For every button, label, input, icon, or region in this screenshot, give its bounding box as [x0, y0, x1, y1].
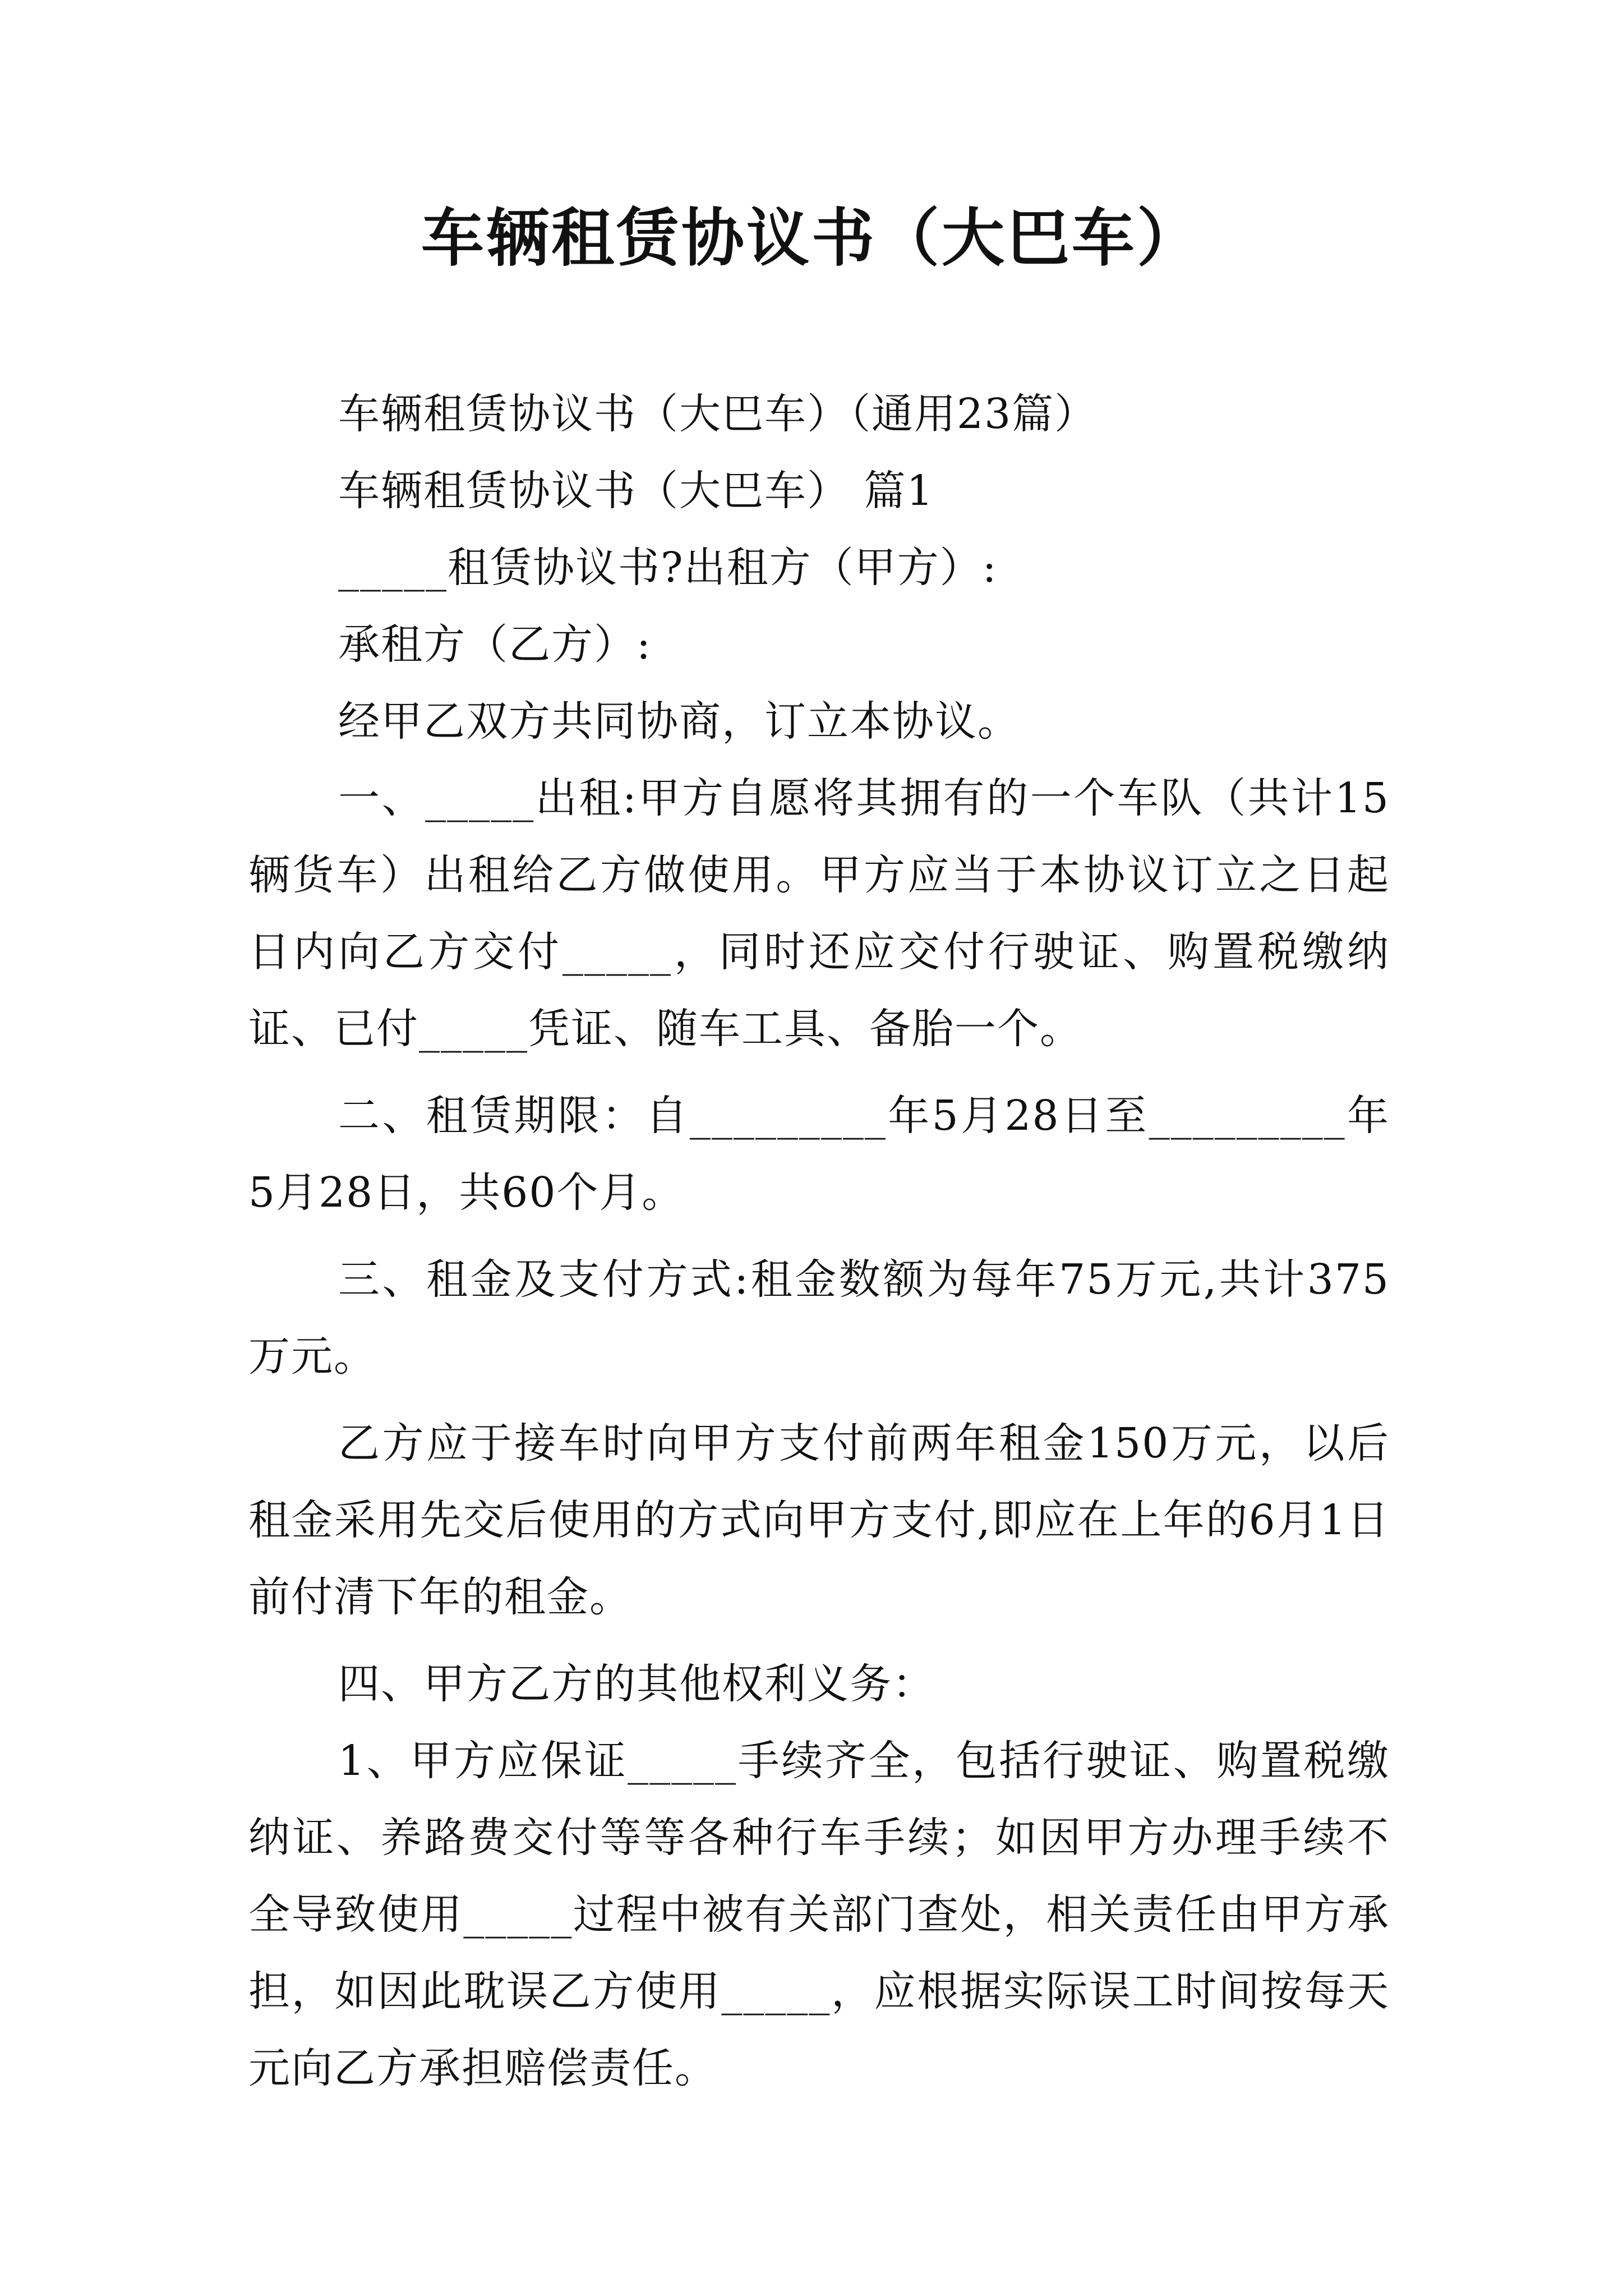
paragraph-section-heading: 车辆租赁协议书（大巴车） 篇1 — [338, 467, 934, 515]
paragraph-clause-1: 一、_____出租:甲方自愿将其拥有的一个车队（共计15辆货车）出租给乙方做使用。甲方应当于本协议订立之日起日内向乙方交付_____，同时还应交付行驶证、购置税缴纳证、已付_____凭证、随车工具、备胎一个。 — [248, 774, 1390, 1053]
paragraph-clause-4: 四、甲方乙方的其他权利义务： — [338, 1660, 935, 1708]
paragraph-agreement-intro: 经甲乙双方共同协商，订立本协议。 — [338, 697, 1020, 746]
document-title: 车辆租赁协议书（大巴车） — [421, 201, 1202, 275]
paragraph-clause-2: 二、租赁期限：自_________年5月28日至_________年5月28日，共60个月。 — [248, 1092, 1390, 1217]
paragraph-lessee: 承租方（乙方）: — [338, 620, 652, 669]
paragraph-lessor: _____租赁协议书?出租方（甲方）: — [338, 544, 998, 592]
paragraph-subtitle: 车辆租赁协议书（大巴车）（通用23篇） — [338, 390, 1098, 438]
paragraph-payment: 乙方应于接车时向甲方支付前两年租金150万元，以后租金采用先交后使用的方式向甲方支付,即应在上年的6月1日前付清下年的租金。 — [248, 1419, 1390, 1621]
paragraph-clause-3: 三、租金及支付方式:租金数额为每年75万元,共计375万元。 — [248, 1255, 1390, 1381]
document-body — [248, 376, 1390, 2107]
paragraph-clause-4-1: 1、甲方应保证_____手续齐全，包括行驶证、购置税缴纳证、养路费交付等等各种行车手续；如因甲方办理手续不全导致使用_____过程中被有关部门查处，相关责任由甲方承担，如因此耽误乙方使用_____，应根据实际误工时间按每天元向乙方承担赔偿责任。 — [248, 1737, 1390, 2092]
